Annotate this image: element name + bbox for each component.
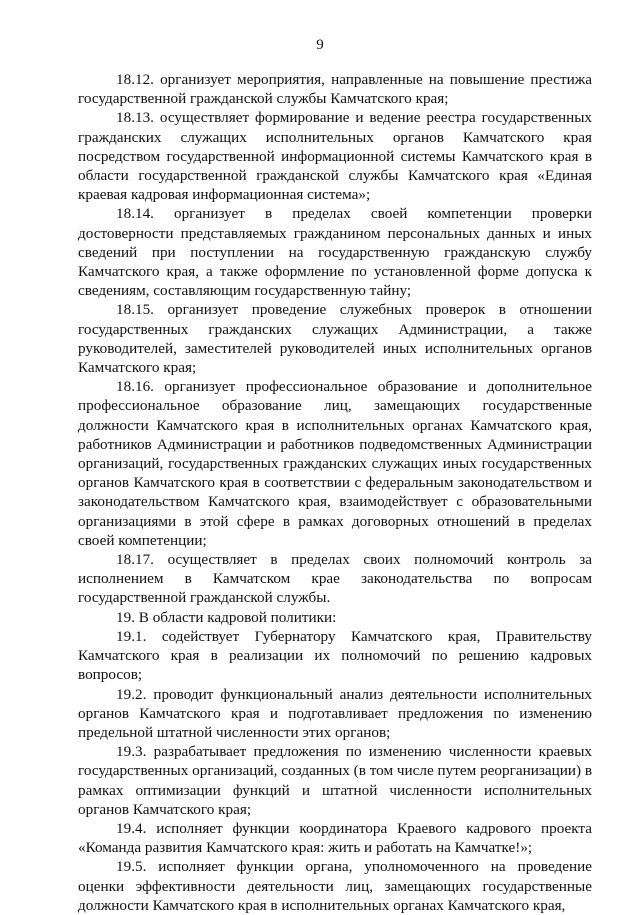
paragraph-19-4: 19.4. исполняет функции координатора Краевого кадрового проекта «Команда развития Камчатского края: жить и работать на Камчатке!»; xyxy=(78,819,592,857)
page-number: 9 xyxy=(316,37,324,53)
paragraph-19-heading: 19. В области кадровой политики: xyxy=(116,608,337,626)
paragraph-18-12: 18.12. организует мероприятия, направленные на повышение престижа государственной гражданской службы Камчатского края; xyxy=(78,71,592,108)
paragraph-18-13: 18.13. осуществляет формирование и ведение реестра государственных гражданских служащих исполнительных органов Камчатского края посредством государственной информационной системы Камчатского края в области государственной гражданской службы Камчатского края «Единая краевая кадровая информационная система»; xyxy=(78,109,592,204)
paragraph-18-16: 18.16. организует профессиональное образование и дополнительное профессиональное образование лиц, замещающих государственные должности Камчатского края в исполнительных органах Камчатского края, работников Администрации и работников подведомственных Администрации организаций, государственных гражданских служащих иных государственных органов Камчатского края в соответствии с федеральным законодательством и законодательством Камчатского края, взаимодействует с образовательными организациями в этой сфере в рамках договорных отношений в пределах своей компетенции; xyxy=(78,378,592,549)
paragraph-19-5: 19.5. исполняет функции органа, уполномоченного на проведение оценки эффективности деятельности лиц, замещающих государственные должности Камчатского края в исполнительных органах Камчатского края, xyxy=(78,858,592,914)
paragraph-18-14: 18.14. организует в пределах своей компетенции проверки достоверности представляемых гражданином персональных данных и иных сведений при поступлении на государственную гражданскую службу Камчатского края, а также оформление по установленной форме допуска к сведениям, составляющим государственную тайну; xyxy=(78,205,592,300)
paragraph-18-17: 18.17. осуществляет в пределах своих полномочий контроль за исполнением в Камчатском крае законодательства по вопросам государственной гражданской службы. xyxy=(78,551,592,607)
paragraph-19-3: 19.3. разрабатывает предложения по изменению численности краевых государственных организаций, созданных (в том числе путем реорганизации) в рамках оптимизации функций и штатной численности исполнительных органов Камчатского края; xyxy=(78,743,592,818)
paragraph-18-15: 18.15. организует проведение служебных проверок в отношении государственных гражданских служащих Администрации, а также руководителей, заместителей руководителей иных исполнительных органов Камчатского края; xyxy=(78,301,592,377)
paragraph-19-2: 19.2. проводит функциональный анализ деятельности исполнительных органов Камчатского края и подготавливает предложения по изменению предельной штатной численности этих органов; xyxy=(78,685,592,741)
paragraph-19-1: 19.1. содействует Губернатору Камчатского края, Правительству Камчатского края в реализации их полномочий по решению кадровых вопросов; xyxy=(78,627,592,684)
document-body xyxy=(78,70,592,915)
